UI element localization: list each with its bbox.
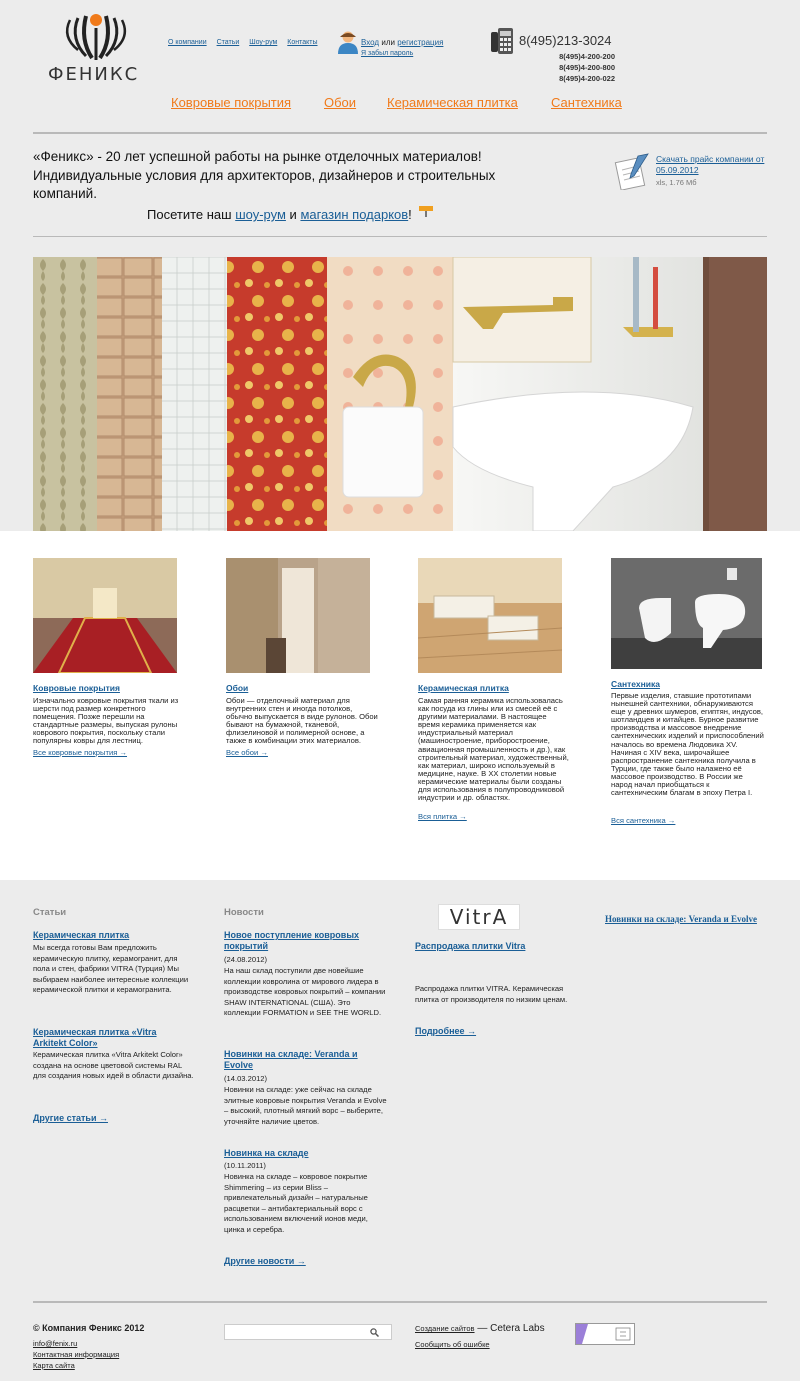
category-more-wallpaper[interactable]: Все обои → <box>226 748 268 757</box>
register-link[interactable]: регистрация <box>397 38 444 47</box>
category-title-ceramic[interactable]: Керамическая плитка <box>418 683 509 693</box>
articles-heading: Статьи <box>33 907 67 918</box>
article-text-2: Керамическая плитка «Vitra Arkitekt Color» создана на основе цветовой системы RAL для создания новых идей в области дизайна. <box>33 1050 194 1080</box>
article-title-1[interactable]: Керамическая плитка <box>33 930 130 940</box>
news-heading: Новости <box>224 907 264 918</box>
studio-name: Cetera Labs <box>490 1323 545 1334</box>
ceramic-photo[interactable] <box>418 558 562 673</box>
promo-title[interactable]: Распродажа плитки Vitra <box>415 941 526 951</box>
user-icon <box>337 30 359 54</box>
divider <box>33 132 767 134</box>
showroom-link[interactable]: шоу-рум <box>235 207 286 222</box>
login-link[interactable]: Вход <box>361 38 380 47</box>
forgot-password-link[interactable]: Я забыл пароль <box>361 50 414 57</box>
plumbing-photo[interactable] <box>611 558 762 669</box>
search-input[interactable] <box>227 1326 367 1338</box>
main-nav-wallpaper[interactable]: Обои <box>324 95 357 110</box>
report-error-link[interactable]: Сообщить об ошибке <box>415 1340 490 1349</box>
search-box <box>224 1324 392 1340</box>
promo-more-link[interactable]: Подробнее → <box>415 1026 477 1036</box>
login-block <box>337 30 487 60</box>
category-desc-plumbing: Первые изделия, ставшие прототипами нынешней сантехники, обнаруживаются еще у древних шумеров, египтян, индусов, шотландцев и китайцев. Бурное развитие производства и массовое внедрение сантехнических изделий и приспособлений началось во времена Людовика XV. Начиная с XIV века, широчайшее распространение сантехника получила в Турции, где также было налажено её массовое производство. В России же народ начал приобщаться к сантехническим благам в эпоху Петра I. <box>611 691 764 798</box>
footer-contacts-link[interactable]: Контактная информация <box>33 1350 120 1359</box>
main-nav-ceramic[interactable]: Керамическая плитка <box>387 95 518 110</box>
price-link[interactable]: Скачать прайс компании от 05.09.2012 <box>656 154 765 175</box>
phoenix-logo-icon <box>46 12 146 64</box>
category-title-wallpaper[interactable]: Обои <box>226 683 249 693</box>
top-nav-about[interactable]: О компании <box>168 39 207 46</box>
phone-line-3: 8(495)4-200-022 <box>559 74 615 83</box>
category-title-carpets[interactable]: Ковровые покрытия <box>33 683 120 693</box>
news-date-3: (10.11.2011) <box>224 1161 266 1170</box>
credit-dash: — <box>477 1323 488 1334</box>
phone-line-2: 8(495)4-200-800 <box>559 63 615 72</box>
counter-icon <box>576 1324 634 1344</box>
news-title-3[interactable]: Новинка на складе <box>224 1148 309 1158</box>
divider <box>33 1301 767 1303</box>
top-nav-contacts[interactable]: Контакты <box>287 39 318 46</box>
plumbing-image <box>611 558 762 669</box>
article-title-2[interactable]: Керамическая плитка «Vitra Arkitekt Color» <box>33 1027 157 1048</box>
sign-icon <box>418 205 434 217</box>
news-text-3: Новинка на складе – ковровое покрытие Shimmering – из серии Bliss – привлекательный дизайн – натуральные расцветки – антибактериальный ворс с использованием включений ионов меди, цинка и серебра. <box>224 1172 368 1234</box>
search-icon[interactable] <box>370 1328 379 1337</box>
promo2-title[interactable]: Новинки на складе: Veranda и Evolve <box>605 914 757 924</box>
visit-prefix: Посетите наш <box>147 207 232 222</box>
visit-line <box>147 205 434 222</box>
news-more-link[interactable]: Другие новости → <box>224 1256 306 1266</box>
article-text-1: Мы всегда готовы Вам предложить керамическую плитку, керамогранит, для пола и стен, фабрики VITRA (Турция) Мы выбираем наиболее интересные коллекции керамической плитки и керамогранита. <box>33 943 189 994</box>
category-more-plumbing[interactable]: Вся сантехника → <box>611 816 676 825</box>
price-list-icon <box>612 152 652 190</box>
ceramic-room-image <box>418 558 562 673</box>
copyright: © Компания Феникс 2012 <box>33 1323 145 1333</box>
vitra-logo-text: VitrA <box>449 905 509 929</box>
phone-block <box>489 26 619 86</box>
news-text-1: На наш склад поступили две новейшие коллекции ковролина от мирового лидера в производстве ковровых покрытий – компании SHAW INTERNATIONAL (США). Это коллекции FORMATION и SEE THE WORLD. <box>224 966 386 1017</box>
visit-and: и <box>289 207 297 222</box>
news-title-2[interactable]: Новинки на складе: Veranda и Evolve <box>224 1049 358 1070</box>
footer-email-link[interactable]: info@fenix.ru <box>33 1339 78 1348</box>
logo-text: ФЕНИКС <box>48 64 140 85</box>
category-desc-ceramic: Самая ранняя керамика использовалась как посуда из глины или из смесей её с другими материалами. В настоящее время керамика применяется как индустриальный материал (машиностроение, приборостроение, авиационная промышленность и др.), как строительный материал, художественный, как материал, широко используемый в медицине, науке. В XX столетии новые керамические материалы были созданы для использования в полупроводниковой индустрии и др. областях. <box>418 696 569 803</box>
category-more-ceramic[interactable]: Вся плитка → <box>418 812 467 821</box>
news-text-2: Новинки на складе: уже сейчас на складе элитные ковровые покрытия Veranda и Evolve – высокий, плотный мягкий ворс – выберите, уточняйте наличие цветов. <box>224 1085 387 1126</box>
visit-counter-badge[interactable] <box>575 1323 635 1345</box>
news-date-2: (14.03.2012) <box>224 1074 268 1083</box>
top-nav-articles[interactable]: Статьи <box>216 39 240 46</box>
top-nav <box>168 39 326 46</box>
category-title-plumbing[interactable]: Сантехника <box>611 679 660 689</box>
promo-text: Распродажа плитки VITRA. Керамическая плитка от производителя по низким ценам. <box>415 984 568 1004</box>
bathroom-interior-image <box>33 257 767 531</box>
main-nav-plumbing[interactable]: Сантехника <box>551 95 622 110</box>
news-title-1[interactable]: Новое поступление ковровых покрытий <box>224 930 360 951</box>
vitra-logo[interactable] <box>438 904 520 930</box>
login-or: или <box>381 38 395 47</box>
price-size: xls, 1.76 Мб <box>656 178 697 187</box>
wallpaper-room-image <box>226 558 370 673</box>
footer-sitemap-link[interactable]: Карта сайта <box>33 1361 75 1370</box>
divider <box>33 236 767 237</box>
phone-icon <box>491 28 513 54</box>
articles-more-link[interactable]: Другие статьи → <box>33 1113 108 1123</box>
top-nav-showroom[interactable]: Шоу-рум <box>249 39 278 46</box>
gift-shop-link[interactable]: магазин подарков <box>300 207 409 222</box>
category-desc-carpets: Изначально ковровые покрытия ткали из шерсти под размер конкретного помещения. Позже перешли на стандартные размеры, выпуская рулоны коврового покрытия, поскольку стали популярны ковры для лестниц. <box>33 696 179 746</box>
news-date-1: (24.08.2012) <box>224 955 268 964</box>
visit-excl: ! <box>408 207 412 222</box>
category-more-carpets[interactable]: Все ковровые покрытия → <box>33 748 128 757</box>
category-desc-wallpaper: Обои — отделочный материал для внутренних стен и иногда потолков, обычно выпускается в виде рулонов. Обои бывают на бумажной, тканевой, флизелиновой и полимерной основе, а также в комбинации этих материалов. <box>226 696 378 746</box>
carpet-photo[interactable] <box>33 558 177 673</box>
phone-line-1: 8(495)4-200-200 <box>559 52 615 61</box>
developer-credit <box>415 1323 545 1334</box>
hero-banner <box>33 257 767 531</box>
site-creation-link[interactable]: Создание сайтов <box>415 1324 475 1333</box>
phone-main: 8(495)213-3024 <box>519 33 612 48</box>
main-nav-carpets[interactable]: Ковровые покрытия <box>171 95 292 110</box>
intro-text: «Феникс» - 20 лет успешной работы на рынке отделочных материалов! Индивидуальные условия для архитекторов, дизайнеров и строительных компаний. <box>33 149 496 201</box>
wallpaper-photo[interactable] <box>226 558 370 673</box>
logo[interactable] <box>46 12 146 84</box>
price-download[interactable] <box>612 152 772 192</box>
carpet-corridor-image <box>33 558 177 673</box>
